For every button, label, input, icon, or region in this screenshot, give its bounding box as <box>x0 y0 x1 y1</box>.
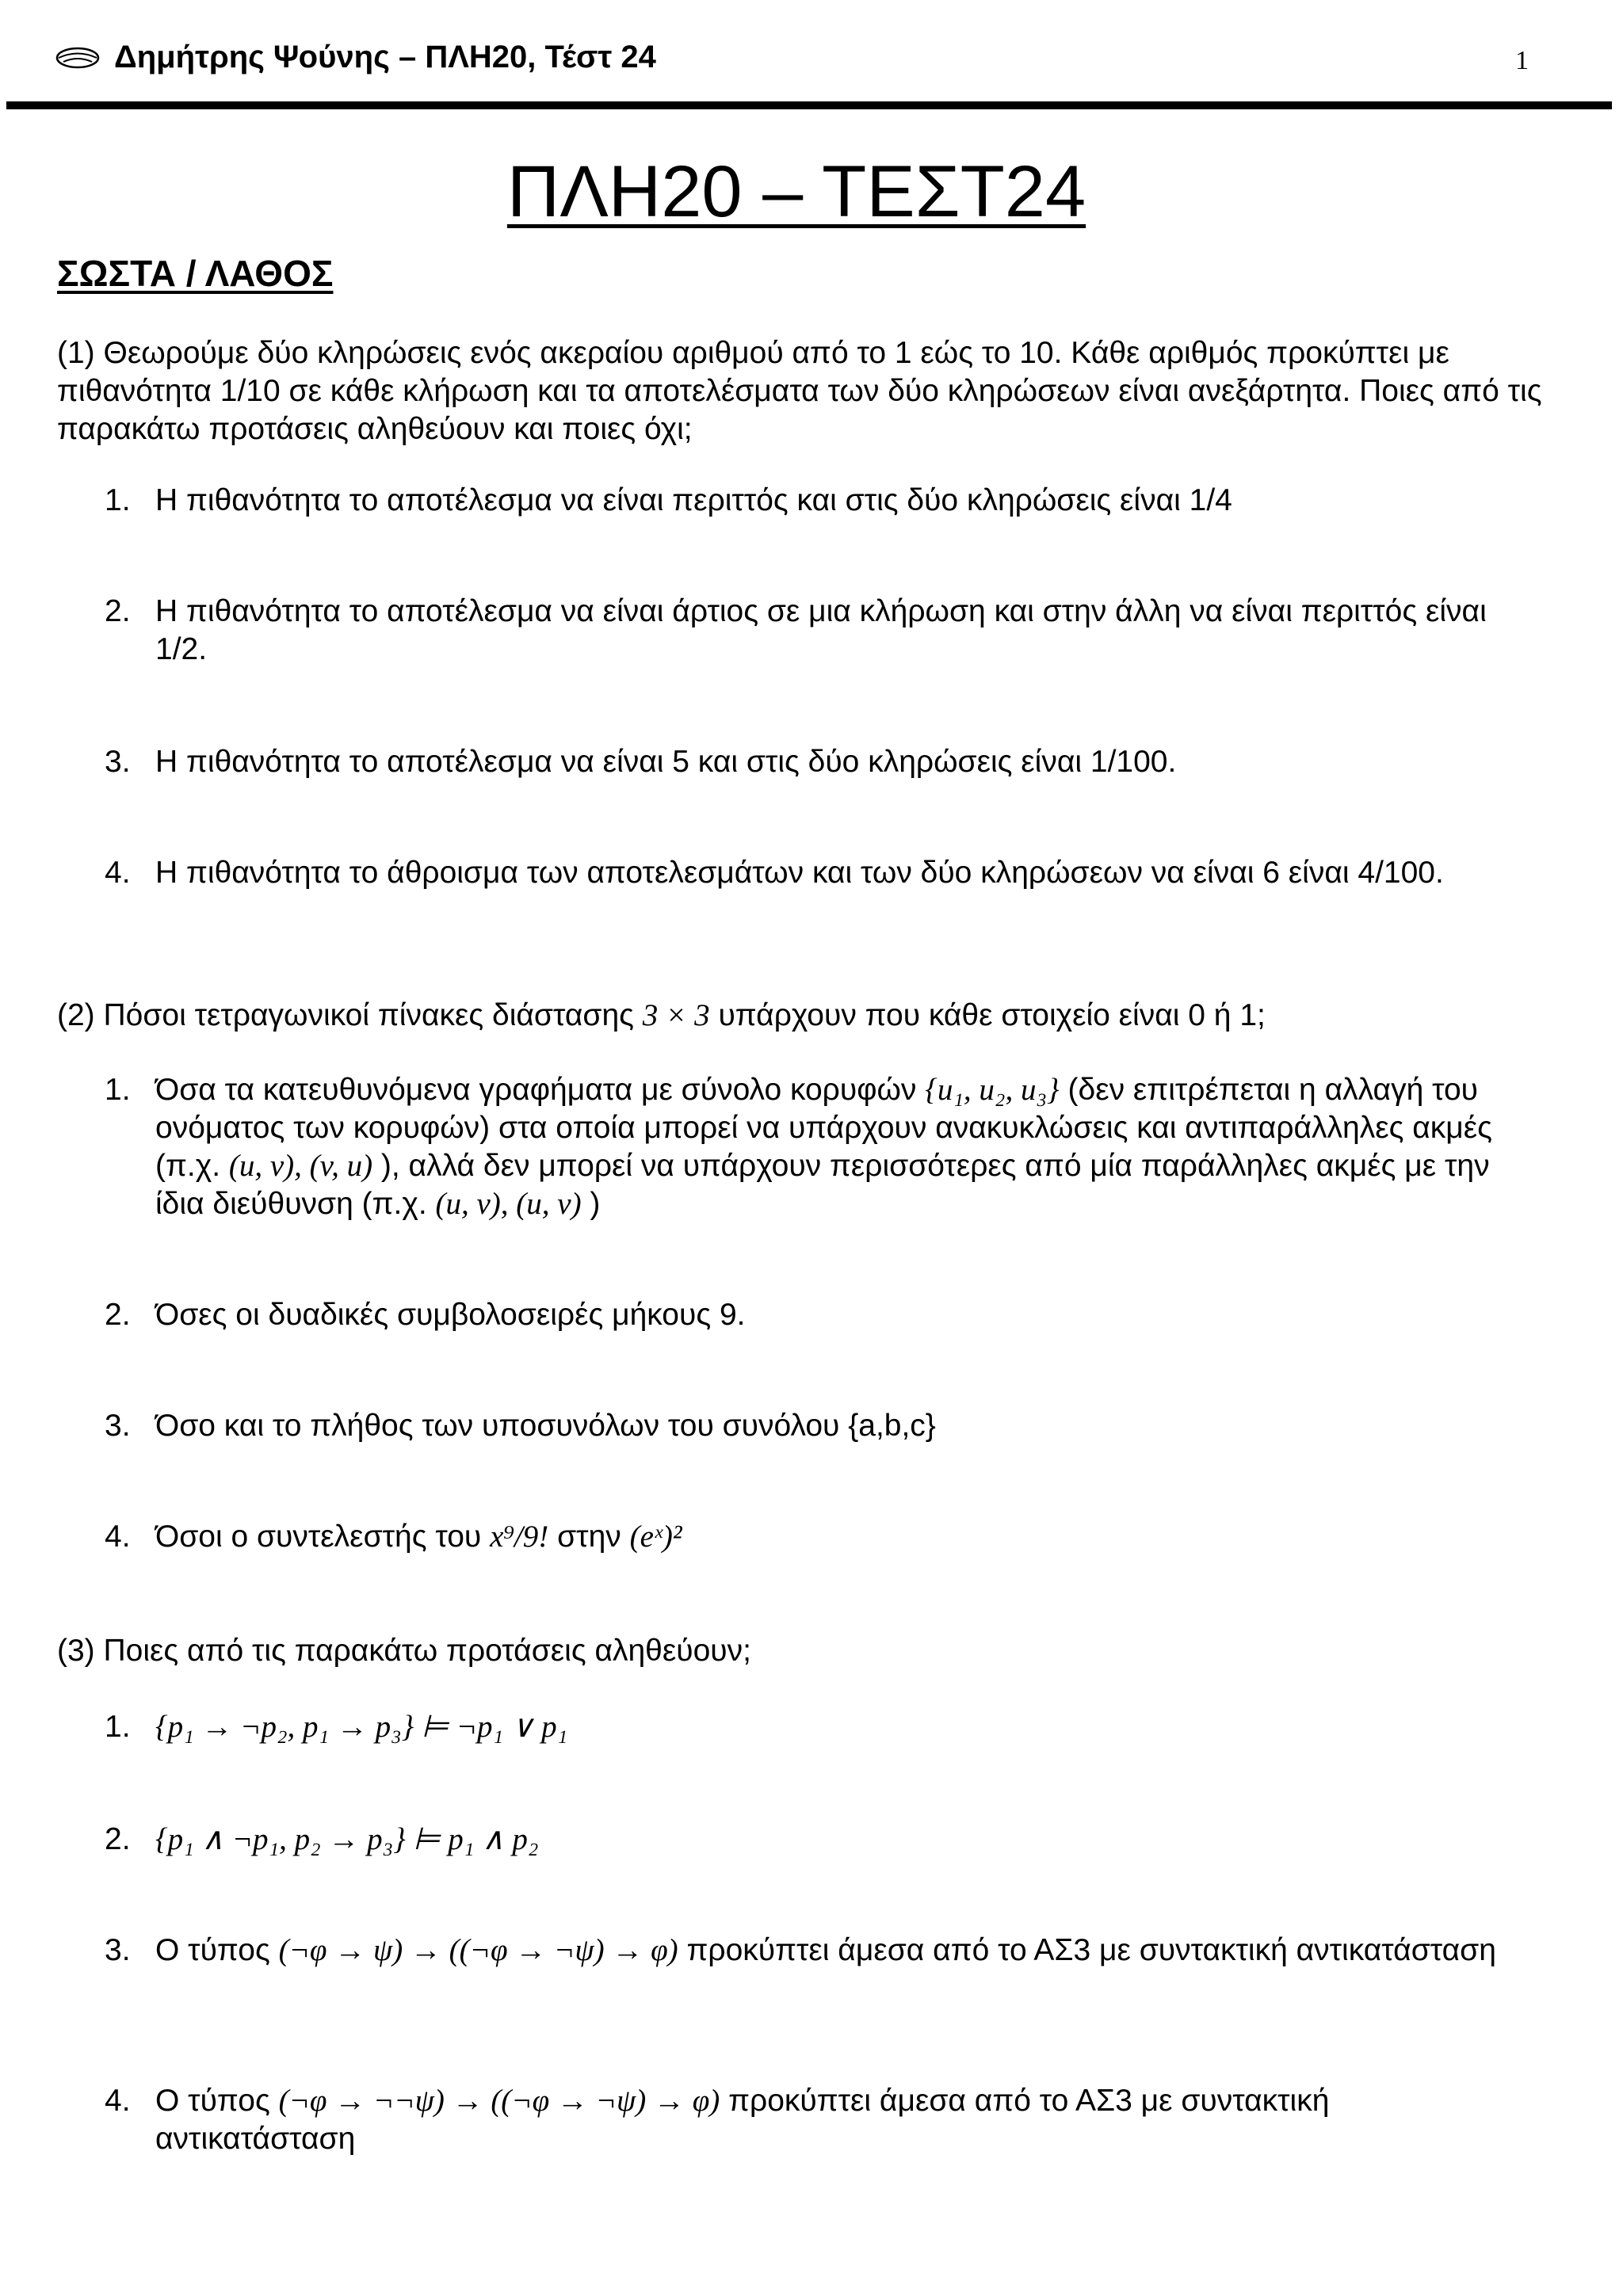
header-author-title: Δημήτρης Ψούνης – ΠΛΗ20, Τέστ 24 <box>114 40 656 74</box>
item-text: Ο τύπος (¬φ → ¬¬ψ) → ((¬φ → ¬ψ) → φ) προκύπτει άμεσα από το ΑΣ3 με συντακτική αντικατάσταση <box>155 2084 1330 2156</box>
math-expression: x⁹/9! <box>490 1520 549 1554</box>
item-text: Η πιθανότητα το αποτέλεσμα να είναι 5 και στις δύο κληρώσεις είναι 1/100. <box>155 745 1177 779</box>
item-number: 2. <box>105 594 131 628</box>
question-1-prompt: (1) Θεωρούμε δύο κληρώσεις ενός ακεραίου αριθμού από το 1 εώς το 10. Κάθε αριθμός προκύπτει με πιθανότητα 1/10 σε κάθε κλήρωση και τα αποτελέσματα των δύο κληρώσεων είναι ανεξάρτητα. Ποιες από τις παρακάτω προτάσεις αληθεύουν και ποιες όχι; <box>57 336 1542 446</box>
q2-item-3 <box>105 1407 1523 1445</box>
section-heading: ΣΩΣΤΑ / ΛΑΘΟΣ <box>57 253 334 294</box>
math-expression: (u, v), (u, v) <box>435 1187 582 1221</box>
item-number: 1. <box>105 1073 131 1107</box>
q2-item-4 <box>105 1518 1523 1556</box>
page-number: 1 <box>1515 46 1529 75</box>
math-expression: (¬φ → ¬¬ψ) → ((¬φ → ¬ψ) → φ) <box>278 2084 720 2118</box>
math-expression: (eˣ)² <box>629 1520 682 1554</box>
item-number: 1. <box>105 483 131 517</box>
disc-logo-icon <box>55 46 100 70</box>
math-expression: 3 × 3 <box>642 998 710 1032</box>
item-number: 1. <box>105 1710 131 1744</box>
q3-item-1 <box>105 1708 1523 1746</box>
q3-item-4 <box>105 2082 1523 2158</box>
header-rule <box>6 101 1612 109</box>
item-number: 3. <box>105 1409 131 1443</box>
item-number: 2. <box>105 1298 131 1332</box>
q3-item-3 <box>105 1932 1523 1970</box>
prompt-text: (2) Πόσοι τετραγωνικοί πίνακες διάστασης <box>57 998 643 1032</box>
item-number: 4. <box>105 1520 131 1554</box>
item-text: Όσο και το πλήθος των υποσυνόλων του συνόλου {a,b,c} <box>155 1409 936 1443</box>
item-text: Όσες οι δυαδικές συμβολοσειρές μήκους 9. <box>155 1298 746 1332</box>
item-number: 3. <box>105 745 131 779</box>
question-2-prompt <box>57 997 1547 1035</box>
item-text: Όσοι ο συντελεστής του x⁹/9! στην (eˣ)² <box>155 1520 682 1554</box>
math-expression: {p₁ → ¬p₂, p₁ → p₃} ⊨ ¬p₁ ∨ p₁ <box>155 1710 568 1744</box>
item-text: Η πιθανότητα το άθροισμα των αποτελεσμάτων και των δύο κληρώσεων να είναι 6 είναι 4/100. <box>155 856 1444 890</box>
math-expression: {u₁, u₂, u₃} <box>925 1073 1060 1107</box>
q2-item-1 <box>105 1071 1523 1223</box>
prompt-text: υπάρχουν που κάθε στοιχείο είναι 0 ή 1; <box>709 998 1266 1032</box>
item-number: 3. <box>105 1933 131 1967</box>
q2-item-2 <box>105 1296 1523 1334</box>
item-text: Ο τύπος (¬φ → ψ) → ((¬φ → ¬ψ) → φ) προκύπτει άμεσα από το ΑΣ3 με συντακτική αντικατάσταση <box>155 1933 1496 1967</box>
math-expression: (¬φ → ψ) → ((¬φ → ¬ψ) → φ) <box>278 1933 678 1967</box>
q1-item-1 <box>105 482 1523 520</box>
q3-item-2 <box>105 1821 1523 1859</box>
q1-item-3 <box>105 743 1523 781</box>
item-text: Όσα τα κατευθυνόμενα γραφήματα με σύνολο κορυφών {u₁, u₂, u₃} (δεν επιτρέπεται η αλλαγή του ονόματος των κορυφών) στα οποία μπορεί να υπάρχουν ανακυκλώσεις και αντιπαράλληλες ακμές (π.χ. (u, v), (v, u) ), αλλά δεν μπορεί να υπάρχουν περισσότερες από μία παράλληλες ακμές με την ίδια διεύθυνση (π.χ. (u, v), (u, v) ) <box>155 1073 1492 1221</box>
running-header <box>55 40 656 75</box>
question-3-prompt: (3) Ποιες από τις παρακάτω προτάσεις αληθεύουν; <box>57 1634 751 1668</box>
q1-item-2 <box>105 593 1523 669</box>
item-text: Η πιθανότητα το αποτέλεσμα να είναι περιττός και στις δύο κληρώσεις είναι 1/4 <box>155 483 1232 517</box>
item-number: 4. <box>105 856 131 890</box>
math-expression: {p₁ ∧ ¬p₁, p₂ → p₃} ⊨ p₁ ∧ p₂ <box>155 1822 539 1856</box>
item-number: 4. <box>105 2084 131 2118</box>
item-number: 2. <box>105 1822 131 1856</box>
item-text: Η πιθανότητα το αποτέλεσμα να είναι άρτιος σε μια κλήρωση και στην άλλη να είναι περιττός είναι 1/2. <box>155 594 1487 666</box>
document-title: ΠΛΗ20 – ΤΕΣΤ24 <box>506 151 1086 232</box>
q1-item-4 <box>105 854 1523 892</box>
math-expression: (u, v), (v, u) <box>228 1149 373 1183</box>
